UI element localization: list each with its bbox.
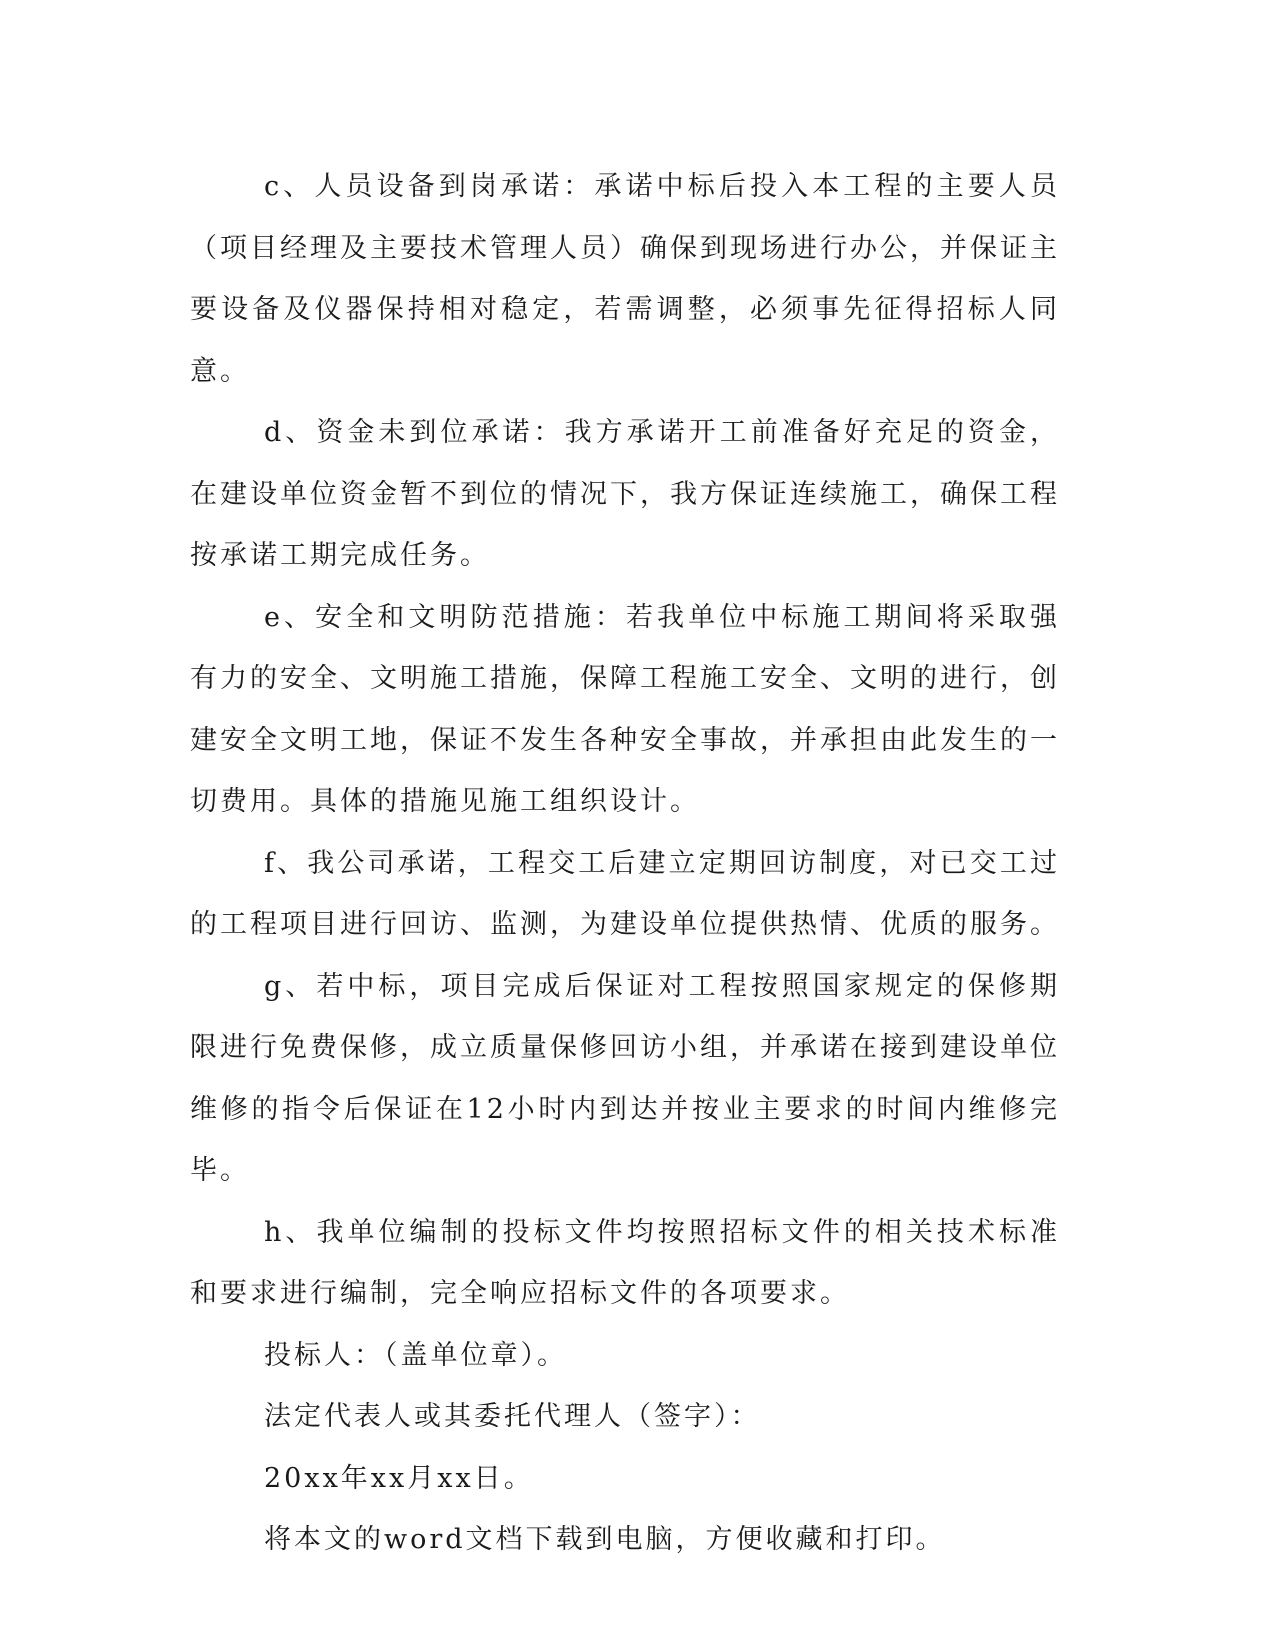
paragraph-f: f、我公司承诺，工程交工后建立定期回访制度，对已交工过的工程项目进行回访、监测，为建设单位提供热情、优质的服务。 [190,847,1060,940]
paragraph-c: c、人员设备到岗承诺：承诺中标后投入本工程的主要人员（项目经理及主要技术管理人员）确保到现场进行办公，并保证主要设备及仪器保持相对稳定，若需调整，必须事先征得招标人同意。 [190,171,1060,387]
bidder-signature-line: 投标人：（盖单位章）。 [264,1339,567,1371]
date-line: 20xx年xx月xx日。 [264,1462,534,1494]
paragraph-e: e、安全和文明防范措施：若我单位中标施工期间将采取强有力的安全、文明施工措施，保障工程施工安全、文明的进行，创建安全文明工地，保证不发生各种安全事故，并承担由此发生的一切费用。具体的措施见施工组织设计。 [190,601,1060,817]
representative-signature-line: 法定代表人或其委托代理人（签字）： [264,1401,761,1432]
paragraph-g: g、若中标，项目完成后保证对工程按照国家规定的保修期限进行免费保修，成立质量保修回访小组，并承诺在接到建设单位维修的指令后保证在12小时内到达并按业主要求的时间内维修完毕。 [190,970,1060,1186]
paragraph-h: h、我单位编制的投标文件均按照招标文件的相关技术标准和要求进行编制，完全响应招标文件的各项要求。 [190,1216,1060,1309]
document-body [190,156,1060,1571]
download-note: 将本文的word文档下载到电脑，方便收藏和打印。 [264,1524,946,1555]
paragraph-d: d、资金未到位承诺：我方承诺开工前准备好充足的资金，在建设单位资金暂不到位的情况下，我方保证连续施工，确保工程按承诺工期完成任务。 [190,417,1060,571]
